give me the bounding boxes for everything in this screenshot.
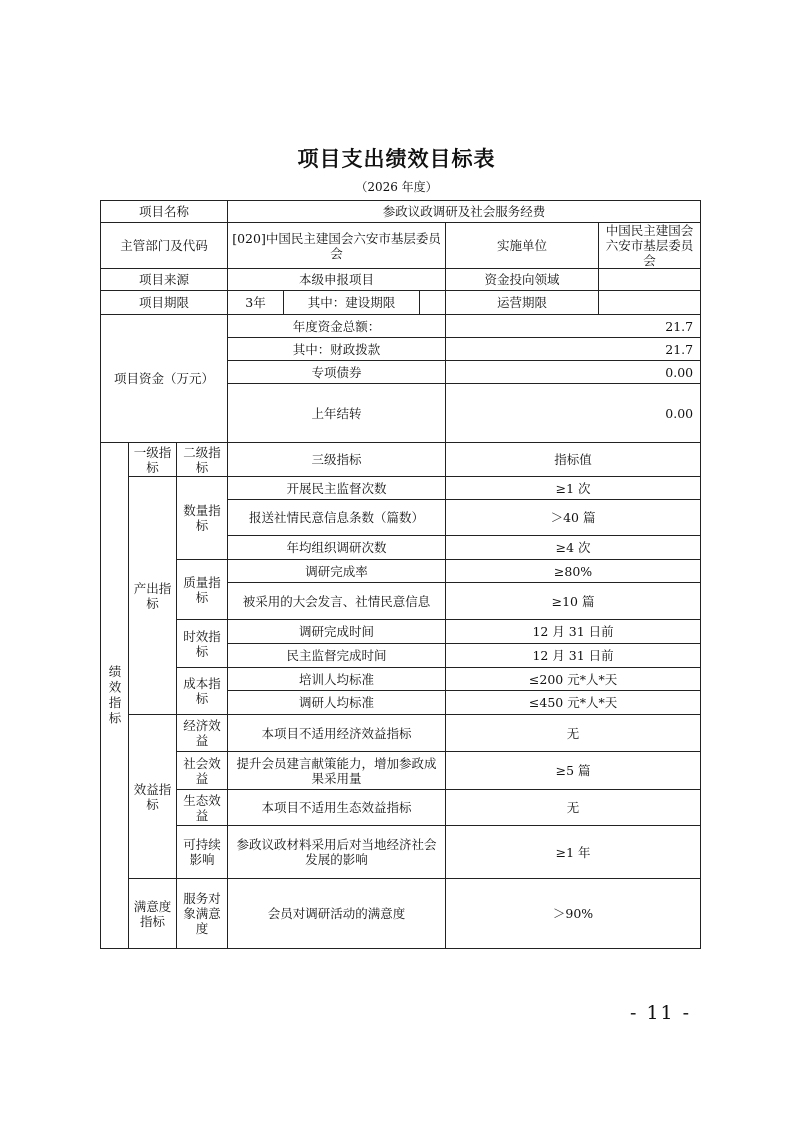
table-row: 无 xyxy=(446,790,701,826)
page-number: - 11 - xyxy=(630,1002,692,1024)
performance-target-table xyxy=(100,200,701,949)
table-row: 本项目不适用经济效益指标 xyxy=(228,715,446,752)
quality-label: 质量指标 xyxy=(177,560,228,620)
header-level1: 一级指标 xyxy=(129,443,177,477)
funds-label: 项目资金（万元） xyxy=(101,315,228,443)
construction-value xyxy=(420,291,446,315)
direction-value xyxy=(599,269,701,291)
table-row: 被采用的大会发言、社情民意信息 xyxy=(228,583,446,620)
construction-label: 其中：建设期限 xyxy=(284,291,420,315)
table-row: 年均组织调研次数 xyxy=(228,536,446,560)
table-row: 调研完成时间 xyxy=(228,620,446,644)
table-row: ＞90% xyxy=(446,879,701,949)
table-row: ≥1 年 xyxy=(446,826,701,879)
table-row: 培训人均标准 xyxy=(228,668,446,691)
table-row: ≥1 次 xyxy=(446,477,701,500)
page-title: 项目支出绩效目标表 xyxy=(297,147,496,171)
table-row: 民主监督完成时间 xyxy=(228,644,446,668)
time-label: 时效指标 xyxy=(177,620,228,668)
period-label: 项目期限 xyxy=(101,291,228,315)
benefit-label: 效益指标 xyxy=(129,715,177,879)
perf-label: 绩效指标 xyxy=(101,443,129,949)
cost-label: 成本指标 xyxy=(177,668,228,715)
table-row: ≤200 元*人*天 xyxy=(446,668,701,691)
operation-value xyxy=(599,291,701,315)
table-row: 本项目不适用生态效益指标 xyxy=(228,790,446,826)
header-value: 指标值 xyxy=(446,443,701,477)
funds-carry-label: 上年结转 xyxy=(228,384,446,443)
service-label: 服务对象满意度 xyxy=(177,879,228,949)
funds-bond-value: 0.00 xyxy=(446,361,701,384)
period-value: 3年 xyxy=(228,291,284,315)
impl-label: 实施单位 xyxy=(446,223,599,269)
table-row: 调研人均标准 xyxy=(228,691,446,715)
table-row: ≤450 元*人*天 xyxy=(446,691,701,715)
project-name-label: 项目名称 xyxy=(101,201,228,223)
output-label: 产出指标 xyxy=(129,477,177,715)
table-row: 调研完成率 xyxy=(228,560,446,583)
funds-carry-value: 0.00 xyxy=(446,384,701,443)
social-label: 社会效益 xyxy=(177,752,228,790)
table-row: 12 月 31 日前 xyxy=(446,644,701,668)
table-row: 无 xyxy=(446,715,701,752)
table-row: ≥5 篇 xyxy=(446,752,701,790)
source-value: 本级申报项目 xyxy=(228,269,446,291)
table-row: 报送社情民意信息条数（篇数） xyxy=(228,500,446,536)
dept-value: [020]中国民主建国会六安市基层委员会 xyxy=(228,223,446,269)
econ-label: 经济效益 xyxy=(177,715,228,752)
table-row: ≥10 篇 xyxy=(446,583,701,620)
sustain-label: 可持续影响 xyxy=(177,826,228,879)
impl-value: 中国民主建国会六安市基层委员会 xyxy=(599,223,701,269)
header-level2: 二级指标 xyxy=(177,443,228,477)
table-row: ≥4 次 xyxy=(446,536,701,560)
funds-total-label: 年度资金总额： xyxy=(228,315,446,338)
funds-total-value: 21.7 xyxy=(446,315,701,338)
table-row: 开展民主监督次数 xyxy=(228,477,446,500)
header-level3: 三级指标 xyxy=(228,443,446,477)
table-row: 提升会员建言献策能力，增加参政成果采用量 xyxy=(228,752,446,790)
table-row: ≥80% xyxy=(446,560,701,583)
table-row: 会员对调研活动的满意度 xyxy=(228,879,446,949)
funds-fiscal-label: 其中：财政拨款 xyxy=(228,338,446,361)
dept-label: 主管部门及代码 xyxy=(101,223,228,269)
year-subtitle: （2026 年度） xyxy=(355,180,438,194)
funds-bond-label: 专项债券 xyxy=(228,361,446,384)
table-row: ＞40 篇 xyxy=(446,500,701,536)
funds-fiscal-value: 21.7 xyxy=(446,338,701,361)
table-row: 12 月 31 日前 xyxy=(446,620,701,644)
project-name-value: 参政议政调研及社会服务经费 xyxy=(228,201,701,223)
quantity-label: 数量指标 xyxy=(177,477,228,560)
direction-label: 资金投向领域 xyxy=(446,269,599,291)
source-label: 项目来源 xyxy=(101,269,228,291)
eco-label: 生态效益 xyxy=(177,790,228,826)
operation-label: 运营期限 xyxy=(446,291,599,315)
satisfaction-label: 满意度指标 xyxy=(129,879,177,949)
table-row: 参政议政材料采用后对当地经济社会发展的影响 xyxy=(228,826,446,879)
